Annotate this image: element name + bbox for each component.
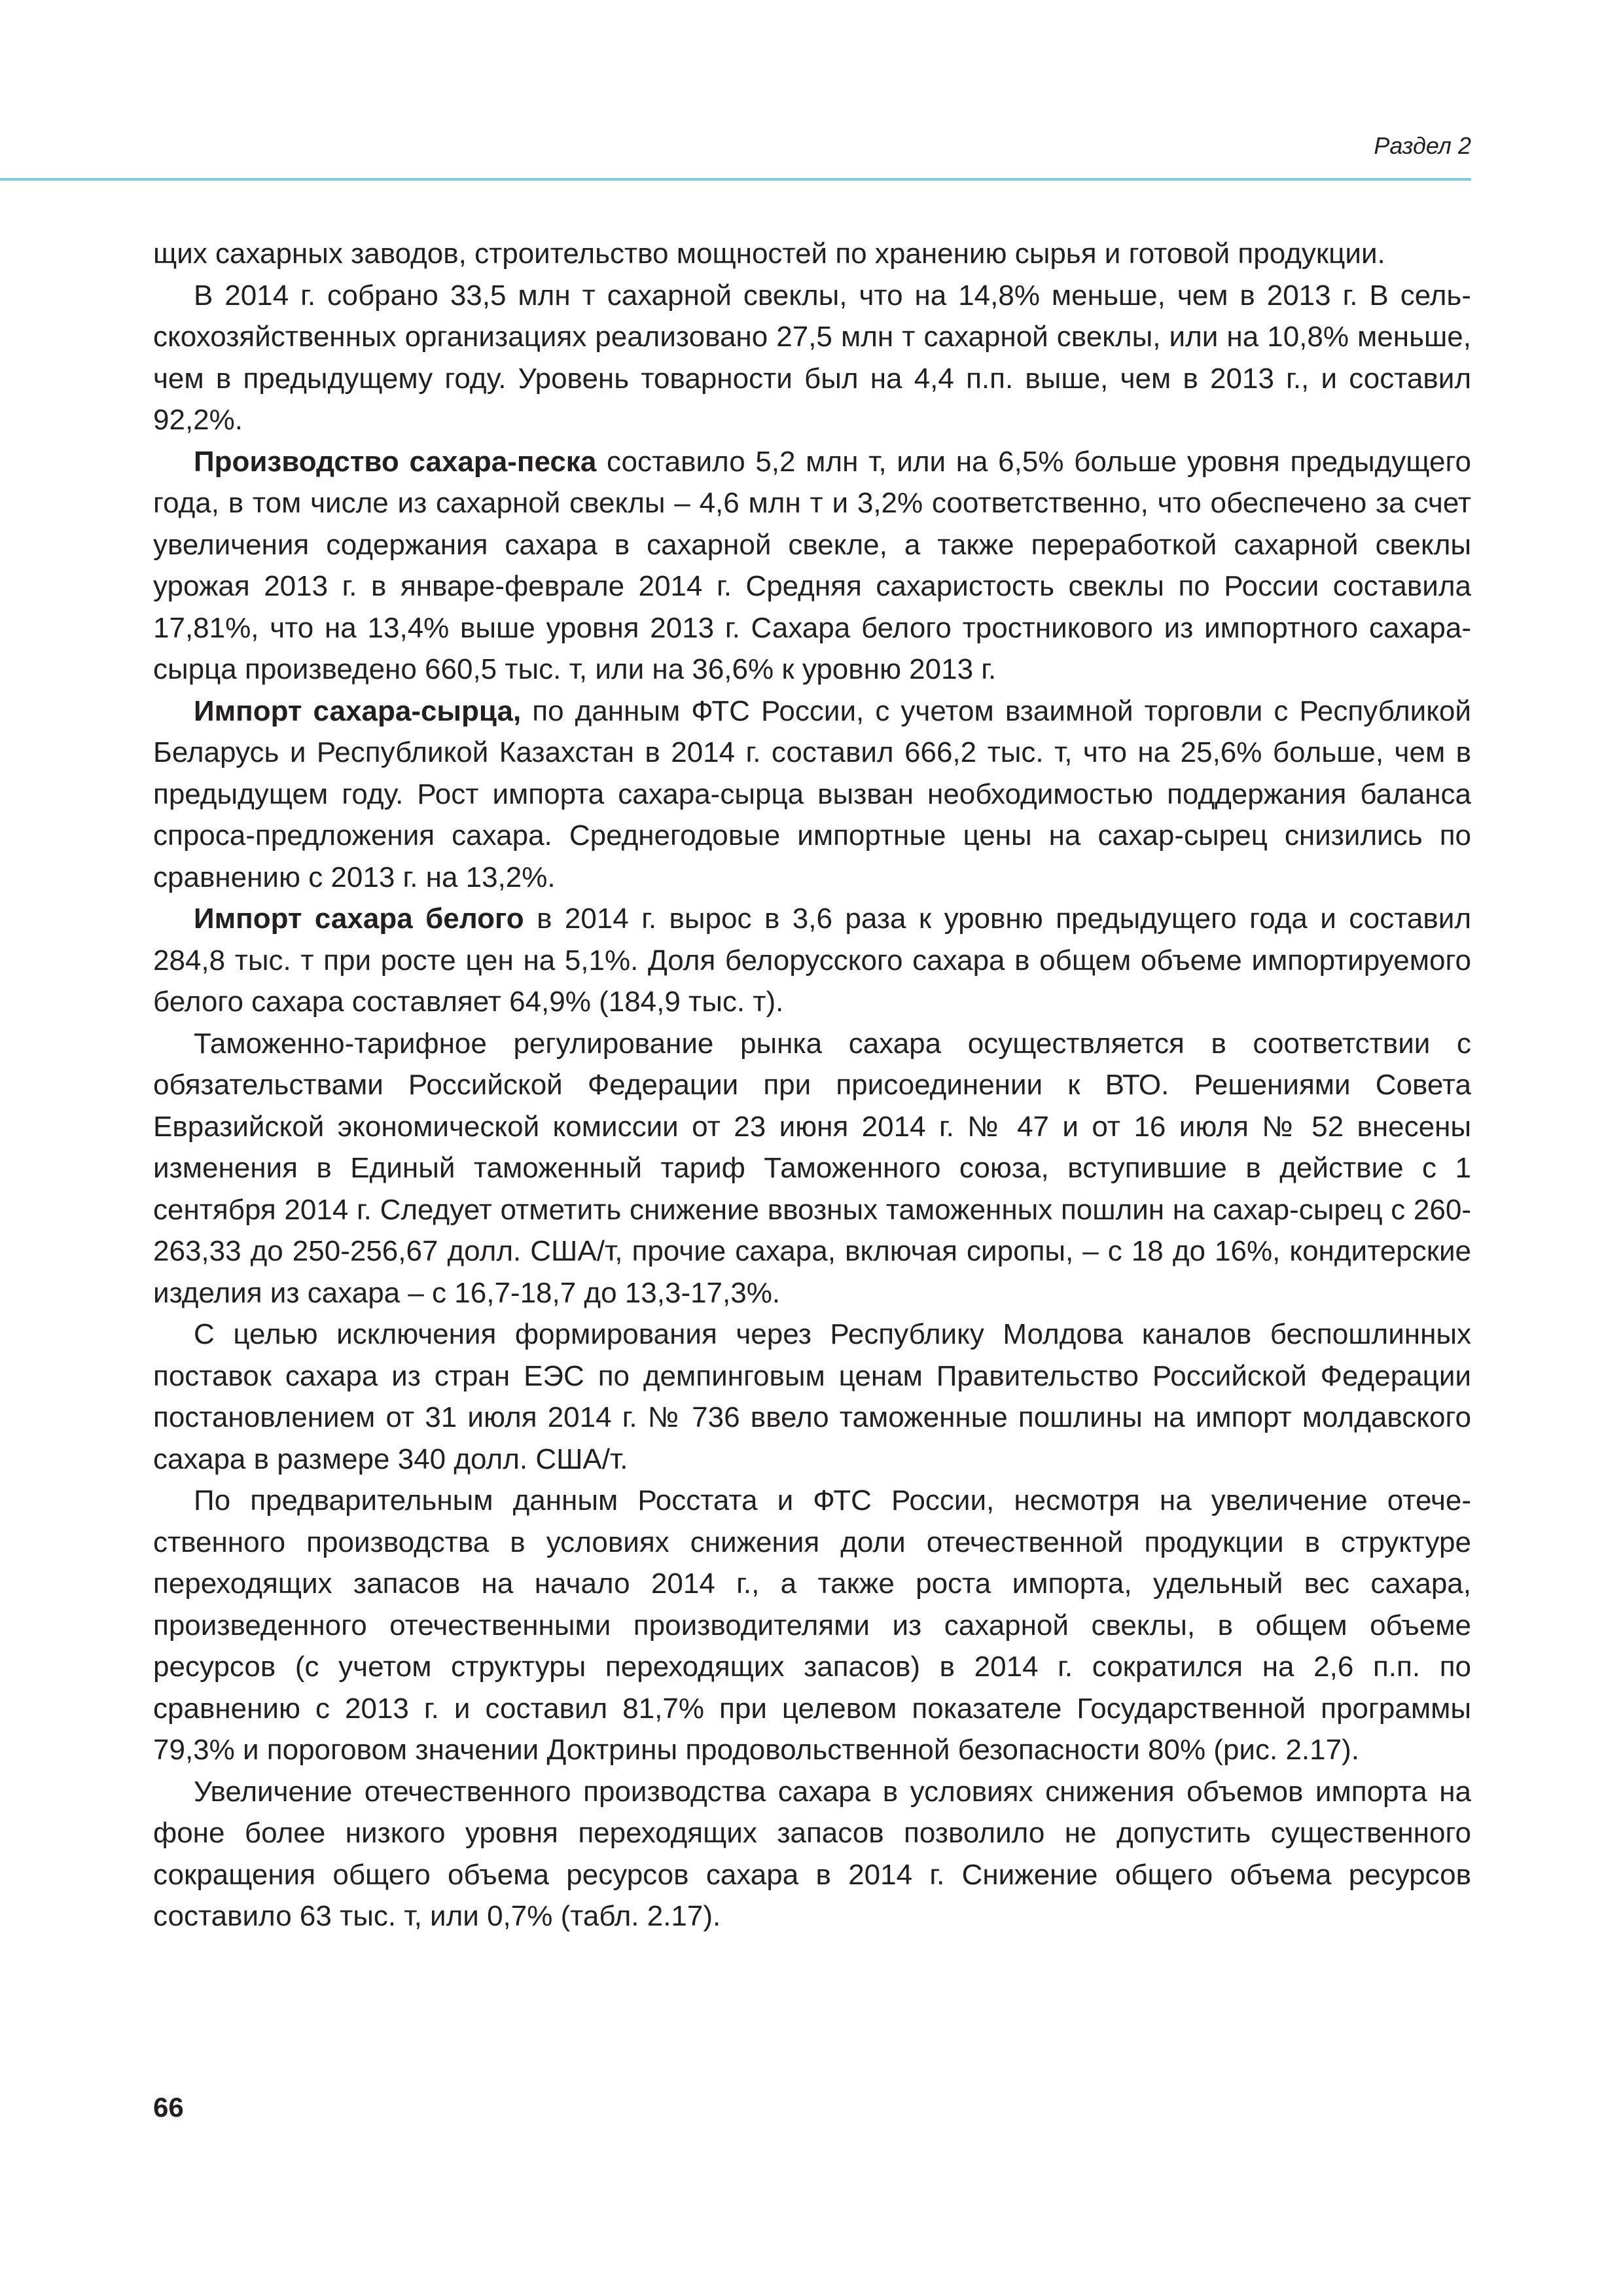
- paragraph-lead: Производство сахара-песка: [194, 445, 597, 478]
- paragraph-text: щих сахарных заводов, строительство мощностей по хранению сырья и готовой продукции.: [153, 238, 1385, 270]
- paragraph-9: [153, 1771, 1471, 1937]
- paragraph-lead: Импорт сахара белого: [194, 903, 524, 935]
- paragraph-text: Таможенно-тарифное регулирование рынка сахара осуществляется в соответствии с обязательствами Российской Федерации при присоединении к ВТО. Решениями Совета Евразийской экономической комиссии от 23 июня 2014 г. № 47 и от 16 июля № 52 внесены изменения в Единый таможенный тариф Таможенного союза, вступившие в действие с 1 сентября 2014 г. Следует отметить снижение ввозных таможенных пошлин на сахар-сырец с 260- 263,33 до 250-256,67 долл. США/т, прочие сахара, включая сиропы, – с 18 до 16%, кондитерские изделия из сахара – с 16,7-18,7 до 13,3-17,3%.: [153, 1027, 1471, 1309]
- paragraph-2: [153, 275, 1471, 441]
- paragraph-1: [153, 233, 1471, 275]
- paragraph-text: в 2014 г. вырос в 3,6 раза к уровню предыдущего года и составил 284,8 тыс. т при росте цен на 5,1%. Доля белорусского сахара в общем объеме импортируемого белого сахара составляет 64,9% (184,9 тыс. т).: [153, 903, 1471, 1018]
- paragraph-text: По предварительным данным Росстата и ФТС России, несмотря на увеличение отечественного производства в условиях снижения доли отечественной продукции в структуре переходящих запасов на начало 2014 г., а также роста импорта, удельный вес сахара, произведенного отечественными производителями из сахарной свеклы, в общем объеме ресурсов (с учетом структуры переходящих запасов) в 2014 г. сократился на 2,6 п.п. по сравнению с 2013 г. и составил 81,7% при целевом показателе Государственной программы 79,3% и пороговом значении Доктрины продовольственной безопасности 80% (рис. 2.17).: [153, 1484, 1471, 1766]
- header-rule: [0, 178, 1471, 181]
- page-number: 66: [153, 2092, 184, 2123]
- paragraph-text: Увеличение отечественного производства сахара в условиях снижения объемов импорта на фоне более низкого уровня переходящих запасов позволило не допустить существенного сокращения общего объема ресурсов сахара в 2014 г. Снижение общего объема ресурсов составило 63 тыс. т, или 0,7% (табл. 2.17).: [153, 1775, 1471, 1932]
- paragraph-6: [153, 1023, 1471, 1314]
- paragraph-3: [153, 441, 1471, 691]
- paragraph-text: С целью исключения формирования через Республику Молдова каналов беспошлинных поставок сахара из стран ЕЭС по демпинговым ценам Правительство Российской Федерации постановлением от 31 июля 2014 г. № 736 ввело таможенные пошлины на импорт молдавского сахара в размере 340 долл. США/т.: [153, 1318, 1471, 1475]
- paragraph-lead: Импорт сахара-сырца,: [194, 694, 522, 727]
- body-text: [153, 233, 1471, 1937]
- section-label: Раздел 2: [1374, 132, 1471, 159]
- paragraph-5: [153, 898, 1471, 1023]
- paragraph-8: [153, 1480, 1471, 1771]
- paragraph-7: [153, 1314, 1471, 1480]
- paragraph-text: по данным ФТС России, с учетом взаимной торговли с Республикой Беларусь и Республикой Казахстан в 2014 г. составил 666,2 тыс. т, что на 25,6% больше, чем в предыдущем году. Рост импорта сахара-сырца вызван необходимостью поддержания баланса спроса-предложения сахара. Среднегодовые импортные цены на сахар-сырец снизились по сравнению с 2013 г. на 13,2%.: [153, 694, 1471, 893]
- paragraph-text: В 2014 г. собрано 33,5 млн т сахарной свеклы, что на 14,8% меньше, чем в 2013 г. В сельскохозяйственных организациях реализовано 27,5 млн т сахарной свеклы, или на 10,8% меньше, чем в предыдущему году. Уровень товарности был на 4,4 п.п. выше, чем в 2013 г., и составил 92,2%.: [153, 279, 1471, 436]
- paragraph-4: [153, 691, 1471, 899]
- paragraph-text: составило 5,2 млн т, или на 6,5% больше уровня предыдущего года, в том числе из сахарной свеклы – 4,6 млн т и 3,2% соответственно, что обеспечено за счет увеличения содержания сахара в сахарной свекле, а также переработкой сахарной свеклы урожая 2013 г. в январе-феврале 2014 г. Средняя сахаристость свеклы по России составила 17,81%, что на 13,4% выше уровня 2013 г. Сахара белого тростникового из импортного сахара-сырца произведено 660,5 тыс. т, или на 36,6% к уровню 2013 г.: [153, 445, 1472, 685]
